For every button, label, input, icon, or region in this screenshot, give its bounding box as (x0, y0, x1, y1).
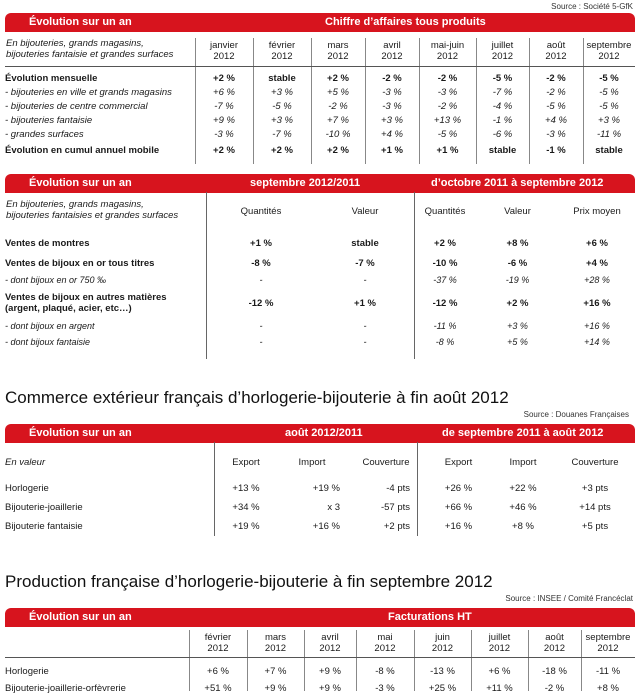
table-header-bar (5, 13, 635, 31)
column-header-row: En valeur Export Import Couverture Export Import Couverture (5, 456, 619, 468)
header-left: Évolution sur un an (29, 611, 132, 623)
col-header: février 2012 (268, 40, 296, 62)
table-row: Bijouterie-joaillerie +34 % x 3 -57 pts +66 % +46 % +14 pts (5, 502, 611, 513)
header-left: Évolution sur un an (29, 16, 132, 28)
monthly-sales-table (5, 38, 635, 160)
column-header-row (5, 38, 635, 64)
table-row: - bijouteries en ville et grands magasins +6 % +3 % +5 % -3 % -3 % -7 % -2 % -5 % (5, 86, 619, 98)
table-subtitle: En bijouteries, grands magasins, bijouteries fantaisie et grandes surfaces (6, 38, 174, 60)
col-header: août 2012 (545, 40, 567, 62)
column-header-row: Quantités Valeur Quantités Valeur Prix moyen (240, 205, 621, 217)
table-row: Ventes de bijoux en autres matières (argent, plaqué, acier, etc…) -12 % +1 % -12 % +2 % +16 % (5, 292, 611, 314)
table-row: Ventes de montres +1 % stable +2 % +8 % +6 % (5, 237, 608, 249)
table-row: Évolution mensuelle +2 % stable +2 % -2 % -2 % -5 % -2 % -5 % (5, 72, 619, 84)
col-header: avril 2012 (381, 40, 403, 62)
table-row: - grandes surfaces -3 % -7 % -10 % +4 % -5 % -6 % -3 % -11 % (5, 128, 622, 140)
table-row: Bijouterie fantaisie +19 % +16 % +2 pts +16 % +8 % +5 pts (5, 521, 609, 532)
header-left: Évolution sur un an (29, 427, 132, 439)
column-header-row: février 2012 mars 2012 avril 2012 mai 2012 juin 2012 juillet 2012 août 2012 septembre 2012 (204, 632, 631, 654)
table-row: Évolution en cumul annuel mobile +2 % +2 % +2 % +1 % +1 % stable -1 % stable (5, 145, 623, 156)
section-title: Commerce extérieur français d’horlogerie-bijouterie à fin août 2012 (5, 388, 509, 407)
header-mid: août 2012/2011 (285, 427, 363, 439)
header-left: Évolution sur un an (29, 177, 132, 189)
table-row: - dont bijoux fantaisie - - -8 % +5 % +14 % (5, 337, 610, 347)
header-right: d’octobre 2011 à septembre 2012 (431, 177, 604, 189)
sales-volume-table (5, 205, 635, 350)
col-header: juillet 2012 (491, 40, 514, 62)
header-right: de septembre 2011 à août 2012 (442, 427, 604, 439)
table-row: Bijouterie-joaillerie-orfèvrerie +51 % +9 % +9 % -3 % +25 % +11 % -2 % +8 % (5, 683, 619, 694)
table-row: - dont bijoux en argent - - -11 % +3 % +16 % (5, 321, 610, 331)
table-row: - dont bijoux en or 750 ‰ - - -37 % -19 % +28 % (5, 275, 610, 285)
table-subtitle: En bijouteries, grands magasins, bijouteries fantaisies et grandes surfaces (6, 199, 179, 221)
header-mid: septembre 2012/2011 (250, 177, 361, 189)
source-note: Source : Douanes Françaises (523, 410, 629, 419)
col-header: septembre 2012 (586, 40, 632, 62)
col-header: janvier 2012 (210, 40, 238, 62)
table-row: - bijouteries de centre commercial -7 % -5 % -2 % -3 % -2 % -4 % -5 % -5 % (5, 100, 619, 112)
production-table (5, 630, 635, 697)
col-header: mai-juin 2012 (430, 40, 465, 62)
table-header-bar (5, 608, 635, 626)
table-header-bar (5, 174, 635, 192)
header-right: Chiffre d’affaires tous produits (325, 16, 486, 28)
trade-table (5, 456, 635, 536)
header-right: Facturations HT (388, 611, 472, 623)
table-row: Ventes de bijoux en or tous titres -8 % -7 % -10 % -6 % +4 % (5, 257, 608, 269)
source-note: Source : Société 5-GfK (551, 2, 633, 11)
section-title: Production française d’horlogerie-bijouterie à fin septembre 2012 (5, 572, 493, 591)
table-row: Horlogerie +6 % +7 % +9 % -8 % -13 % +6 % -18 % -11 % (5, 666, 621, 677)
table-row: - bijouteries fantaisie +9 % +3 % +7 % +3 % +13 % -1 % +4 % +3 % (5, 114, 620, 126)
source-note: Source : INSEE / Comité Francéclat (505, 594, 633, 603)
table-row: Horlogerie +13 % +19 % -4 pts +26 % +22 % +3 pts (5, 483, 609, 494)
col-header: mars 2012 (327, 40, 349, 62)
table-header-bar (5, 424, 635, 442)
